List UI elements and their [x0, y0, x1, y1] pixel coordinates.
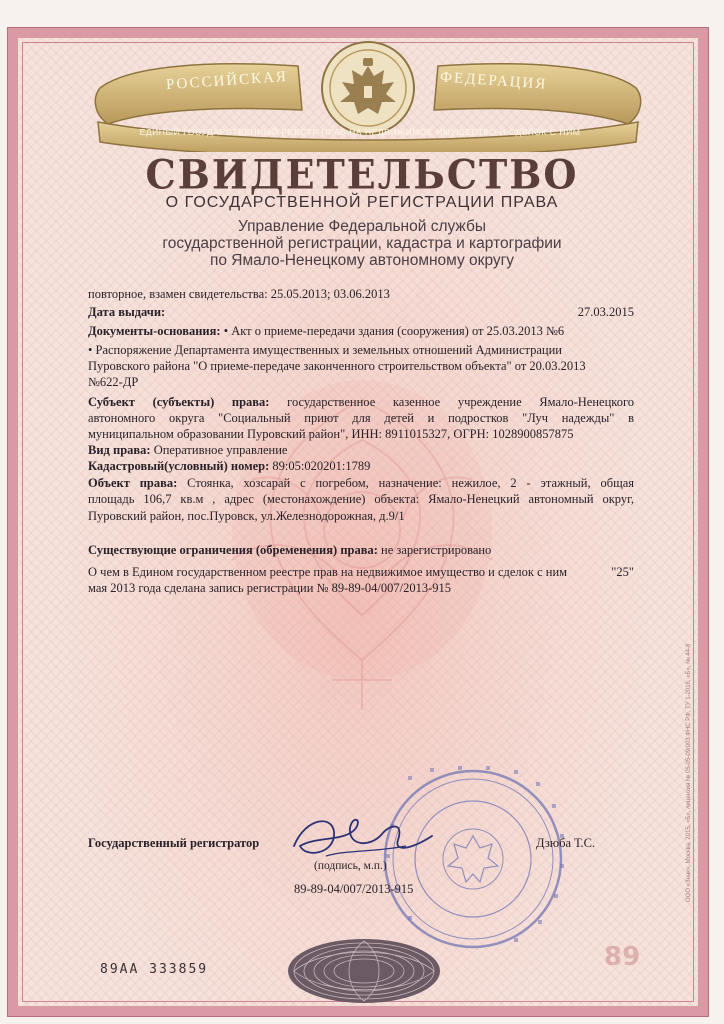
docs-value-line3: Пуровского района "О приеме-передаче законченного строительством объекта" от 20.03.2013 — [88, 359, 586, 373]
printer-imprint: ООО «Знак», Москва, 2015, «Б», лицензия № 05-05-09/003 ФНС РФ, ТУ 1-2016, «Б», № 44-8 — [686, 643, 692, 902]
subject-label: Субъект (субъекты) права: — [88, 395, 270, 409]
banner-ribbon-text: ЕДИНЫЙ ГОСУДАРСТВЕННЫЙ РЕЕСТР ПРАВ НА НЕДВИЖИМОЕ ИМУЩЕСТВО И СДЕЛОК С НИМ — [139, 127, 581, 137]
repeat-note: повторное, взамен свидетельства: 25.05.2013; 03.06.2013 — [88, 287, 390, 301]
authority-line: по Ямало-Ненецкому автономному округу — [209, 252, 515, 269]
banner-right-text: ФЕДЕРАЦИЯ — [439, 69, 548, 93]
object-value-line3: Пуровский район, пос.Пуровск, ул.Железнодорожная, д.9/1 — [88, 509, 405, 523]
record-day: "25" — [611, 565, 634, 579]
authority-line: Управление Федеральной службы — [238, 218, 486, 235]
docs-value-line2: • Распоряжение Департамента имущественных и земельных отношений Администрации — [88, 343, 562, 357]
record-text-line1: О чем в Едином государственном реестре прав на недвижимое имущество и сделок с ним — [88, 565, 568, 579]
form-serial-number: 89АА 333859 — [100, 962, 209, 977]
signature-caption: (подпись, м.п.) — [314, 860, 387, 872]
registrar-label: Государственный регистратор — [88, 836, 260, 850]
cadastral-label: Кадастровый(условный) номер: — [88, 459, 270, 473]
issue-date-value: 27.03.2015 — [577, 305, 634, 319]
corner-region-mark: 89 — [604, 942, 641, 972]
cadastral-row — [88, 458, 634, 474]
registrar-name: Дзюба Т.С. — [536, 836, 596, 850]
issue-date-row — [88, 304, 634, 320]
object-line1 — [88, 475, 634, 491]
docs-label: Документы-основания: — [88, 324, 221, 338]
issuing-authority — [0, 218, 724, 269]
record-line2: мая 2013 года сделана запись регистрации № 89-89-04/007/2013-915 — [88, 581, 452, 595]
right-type-row — [88, 442, 634, 458]
object-value-line2: площадь 106,7 кв.м , адрес (местонахождение) объекта: Ямало-Ненецкий автономный округ, — [88, 492, 634, 506]
certificate-title: СВИДЕТЕЛЬСТВО — [145, 150, 579, 199]
docs-value-line4: №622-ДР — [88, 375, 139, 389]
object-label: Объект права: — [88, 476, 178, 490]
object-value-line1: Стоянка, хозсарай с погребом, назначение: нежилое, 2 - этажный, общая — [187, 476, 634, 490]
restrictions-row — [88, 542, 634, 558]
issue-date-label: Дата выдачи: — [88, 305, 166, 319]
banner-left-text: РОССИЙСКАЯ — [165, 68, 289, 94]
certificate-subtitle: О ГОСУДАРСТВЕННОЙ РЕГИСТРАЦИИ ПРАВА — [165, 194, 559, 211]
subject-value-line3: муниципальном образовании Пуровский район", ИНН: 8911015327, ОГРН: 1028900857875 — [88, 427, 574, 441]
security-rosette — [284, 936, 444, 1006]
restrictions-value: не зарегистрировано — [381, 543, 492, 557]
authority-line: государственной регистрации, кадастра и картографии — [162, 235, 562, 252]
right-type-value: Оперативное управление — [153, 443, 288, 457]
record-number: 89-89-04/007/2013-915 — [294, 882, 414, 896]
restrictions-label: Существующие ограничения (обременения) права: — [88, 543, 378, 557]
right-type-label: Вид права: — [88, 443, 151, 457]
subject-value-line2: автономного округа "Социальный приют для детей и подростков "Луч надежды" в — [88, 411, 634, 425]
record-line1 — [88, 564, 634, 580]
subject-line1 — [88, 394, 634, 410]
docs-value-line1: • Акт о приеме-передачи здания (сооружения) от 25.03.2013 №6 — [223, 324, 565, 338]
cadastral-value: 89:05:020201:1789 — [272, 459, 371, 473]
subject-value-line1: государственное казенное учреждение Ямало-Ненецкого — [287, 395, 634, 409]
handwritten-signature — [286, 806, 436, 866]
docs-basis — [88, 323, 634, 339]
